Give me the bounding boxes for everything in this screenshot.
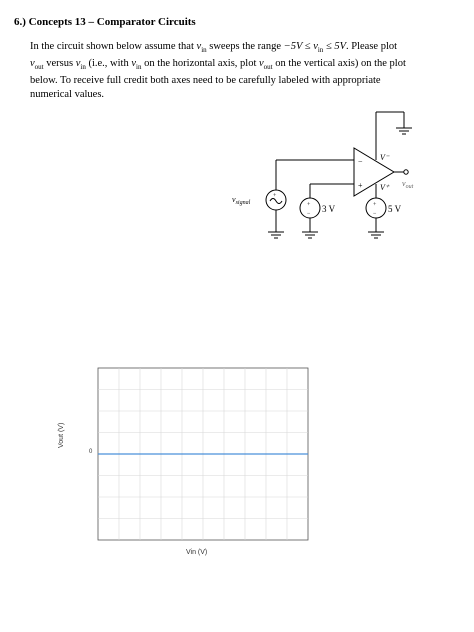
out-subscript: out — [34, 63, 44, 72]
output-terminal — [404, 170, 408, 174]
op-amp-symbol — [354, 148, 394, 196]
problem-statement — [30, 40, 450, 102]
minus-input-label: − — [358, 157, 363, 166]
problem-number: 6.) — [14, 16, 26, 28]
statement-text: (i.e., with — [85, 58, 132, 70]
statement-text: on the horizontal axis, plot — [141, 58, 259, 70]
reference-source — [300, 198, 320, 218]
supply-voltage-label: 5 V — [388, 204, 402, 214]
statement-text: sweeps the range — [206, 41, 284, 52]
problem-title: Concepts 13 – Comparator Circuits — [28, 16, 196, 28]
ground-icon — [368, 232, 384, 238]
ground-icon — [268, 232, 284, 238]
statement-text: numerical values. — [30, 89, 105, 101]
out-subscript: out — [263, 63, 273, 72]
statement-text: on the vertical axis) on the plot — [272, 58, 406, 70]
signal-source — [266, 190, 286, 210]
statement-text: versus — [43, 58, 76, 70]
v-plus-label: V⁺ — [380, 183, 390, 192]
statement-text: below. To receive full credit both axes need to be carefully labeled with appropriate — [30, 75, 381, 87]
in-subscript: in — [201, 46, 207, 55]
vout-label: $v_{out}$ — [402, 179, 414, 190]
vsignal-label: $v_{signal}$ — [232, 195, 251, 206]
range-expression: −5V ≤ v — [283, 41, 318, 52]
in-subscript: in — [80, 63, 86, 72]
y-axis-label: Vout (V) — [58, 422, 65, 448]
plot-frame — [98, 368, 308, 540]
ground-icon — [302, 232, 318, 238]
polarity-plus: + — [273, 193, 277, 199]
reference-voltage-label: 3 V — [322, 204, 336, 214]
statement-text: In the circuit shown below assume that — [30, 41, 197, 52]
polarity-minus: − — [307, 211, 311, 217]
y-tick-label: 0 — [89, 449, 93, 455]
plus-input-label: + — [358, 181, 363, 190]
v-var: v — [75, 58, 81, 70]
plot-grid — [98, 368, 308, 540]
statement-text: . Please plot — [346, 41, 398, 52]
polarity-plus: + — [307, 202, 311, 208]
problem-heading — [14, 16, 196, 28]
v-var: v — [196, 41, 202, 52]
polarity-minus: − — [373, 211, 377, 217]
supply-source — [366, 198, 386, 218]
in-subscript: in — [317, 46, 324, 55]
v-var: v — [131, 58, 137, 70]
range-expression: ≤ 5V — [323, 41, 346, 52]
polarity-plus: + — [373, 202, 377, 208]
v-var: v — [259, 58, 264, 70]
x-axis-label: Vin (V) — [186, 549, 208, 556]
v-var: v — [30, 58, 35, 70]
ground-icon — [396, 128, 412, 134]
v-minus-label: V⁻ — [380, 153, 390, 162]
in-subscript: in — [136, 63, 142, 72]
